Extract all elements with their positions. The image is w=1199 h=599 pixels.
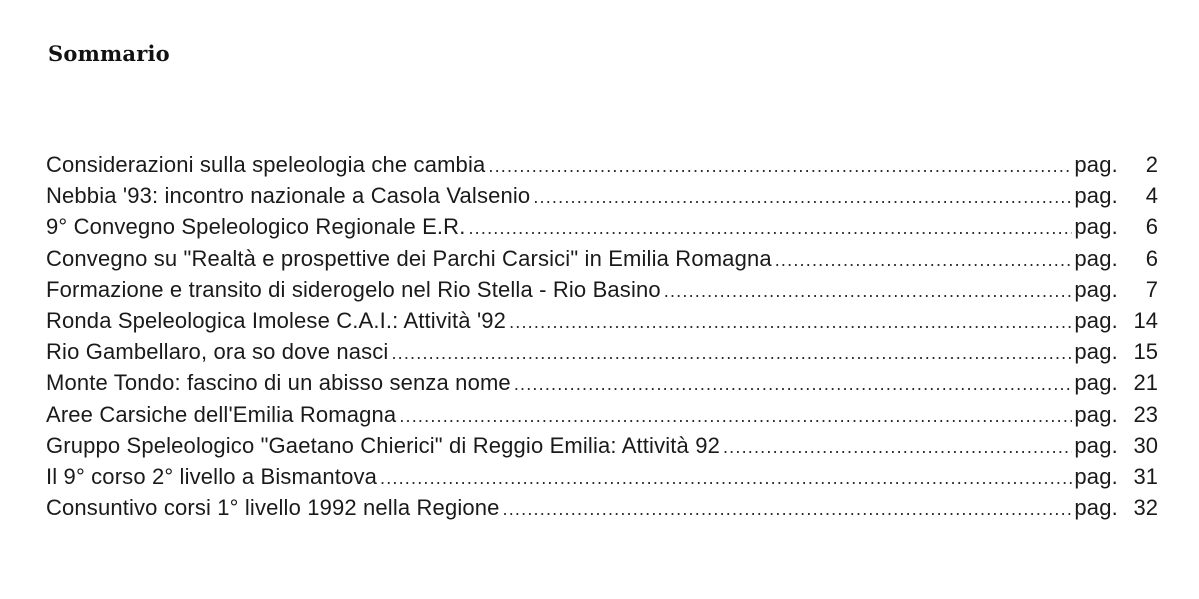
page-prefix: pag. (1074, 370, 1118, 396)
toc-entry (46, 399, 1158, 430)
toc-entry (46, 180, 1158, 211)
dot-leader (514, 369, 1073, 400)
page-number: 32 (1133, 495, 1158, 521)
toc-entry-title: Il 9° corso 2° livello a Bismantova (46, 463, 377, 489)
toc-entry (46, 492, 1158, 523)
toc-entry-page (1074, 492, 1158, 523)
toc-entry (46, 336, 1158, 367)
toc-entry-page (1074, 274, 1158, 305)
page-number: 2 (1145, 152, 1158, 177)
page-prefix: pag. (1074, 307, 1118, 333)
toc-entry-title: Ronda Speleologica Imolese C.A.I.: Attività '92 (46, 307, 507, 333)
toc-entry-title: 9° Convegno Speleologico Regionale E.R. (46, 214, 466, 240)
page-number: 31 (1133, 463, 1158, 489)
page-prefix: pag. (1074, 339, 1118, 365)
toc-entry-title: Monte Tondo: fascino di un abisso senza nome (46, 370, 511, 396)
dot-leader (468, 213, 1072, 244)
toc-entry-page (1074, 461, 1158, 492)
dot-leader (723, 432, 1072, 463)
dot-leader (391, 338, 1072, 369)
page-prefix: pag. (1074, 183, 1118, 209)
page-prefix: pag. (1074, 152, 1118, 177)
toc-entry (46, 461, 1158, 492)
toc-entry-title: Gruppo Speleologico "Gaetano Chierici" di Reggio Emilia: Attività 92 (46, 432, 720, 458)
toc-entry-title: Considerazioni sulla speleologia che cambia (46, 152, 486, 177)
toc-entry (46, 274, 1158, 305)
toc-entry-title: Aree Carsiche dell'Emilia Romagna (46, 401, 397, 427)
page-prefix: pag. (1074, 245, 1118, 271)
page-number: 4 (1145, 183, 1158, 209)
toc-entry-page (1074, 305, 1158, 336)
dot-leader (664, 276, 1073, 307)
dot-leader (509, 307, 1072, 338)
page-prefix: pag. (1074, 463, 1118, 489)
page-number: 14 (1133, 307, 1158, 333)
toc-entry (46, 243, 1158, 274)
dot-leader (533, 182, 1072, 213)
toc-entry-title: Rio Gambellaro, ora so dove nasci (46, 339, 389, 365)
toc-entry-title: Consuntivo corsi 1° livello 1992 nella Regione (46, 495, 500, 521)
dot-leader (380, 463, 1072, 494)
page-prefix: pag. (1074, 432, 1118, 458)
dot-leader (503, 494, 1073, 525)
page-number: 23 (1133, 401, 1158, 427)
page-title: Sommario (48, 41, 170, 66)
toc-entry-page (1074, 243, 1158, 274)
page-prefix: pag. (1074, 401, 1118, 427)
toc-entry (46, 149, 1158, 180)
toc-entry-title: Formazione e transito di siderogelo nel Rio Stella - Rio Basino (46, 276, 661, 302)
toc-entry-page (1074, 399, 1158, 430)
page-prefix: pag. (1074, 495, 1118, 521)
toc-entry-page (1074, 149, 1158, 180)
page-number: 6 (1145, 214, 1158, 240)
page-prefix: pag. (1074, 214, 1118, 240)
toc-entry-page (1074, 430, 1158, 461)
page-number: 7 (1145, 276, 1158, 302)
toc-entry-title: Convegno su "Realtà e prospettive dei Parchi Carsici" in Emilia Romagna (46, 245, 772, 271)
toc-entry (46, 430, 1158, 461)
toc-entry-page (1074, 367, 1158, 398)
table-of-contents (46, 149, 1158, 523)
toc-entry-page (1074, 180, 1158, 211)
dot-leader (488, 151, 1072, 182)
dot-leader (775, 245, 1073, 276)
page-number: 6 (1145, 245, 1158, 271)
page-number: 15 (1133, 339, 1158, 365)
toc-entry-page (1074, 211, 1158, 242)
toc-entry-page (1074, 336, 1158, 367)
page-prefix: pag. (1074, 276, 1118, 302)
toc-entry-title: Nebbia '93: incontro nazionale a Casola Valsenio (46, 183, 531, 209)
toc-entry (46, 305, 1158, 336)
page-number: 21 (1133, 370, 1158, 396)
page-number: 30 (1133, 432, 1158, 458)
toc-entry (46, 367, 1158, 398)
dot-leader (399, 401, 1072, 432)
toc-entry (46, 211, 1158, 242)
